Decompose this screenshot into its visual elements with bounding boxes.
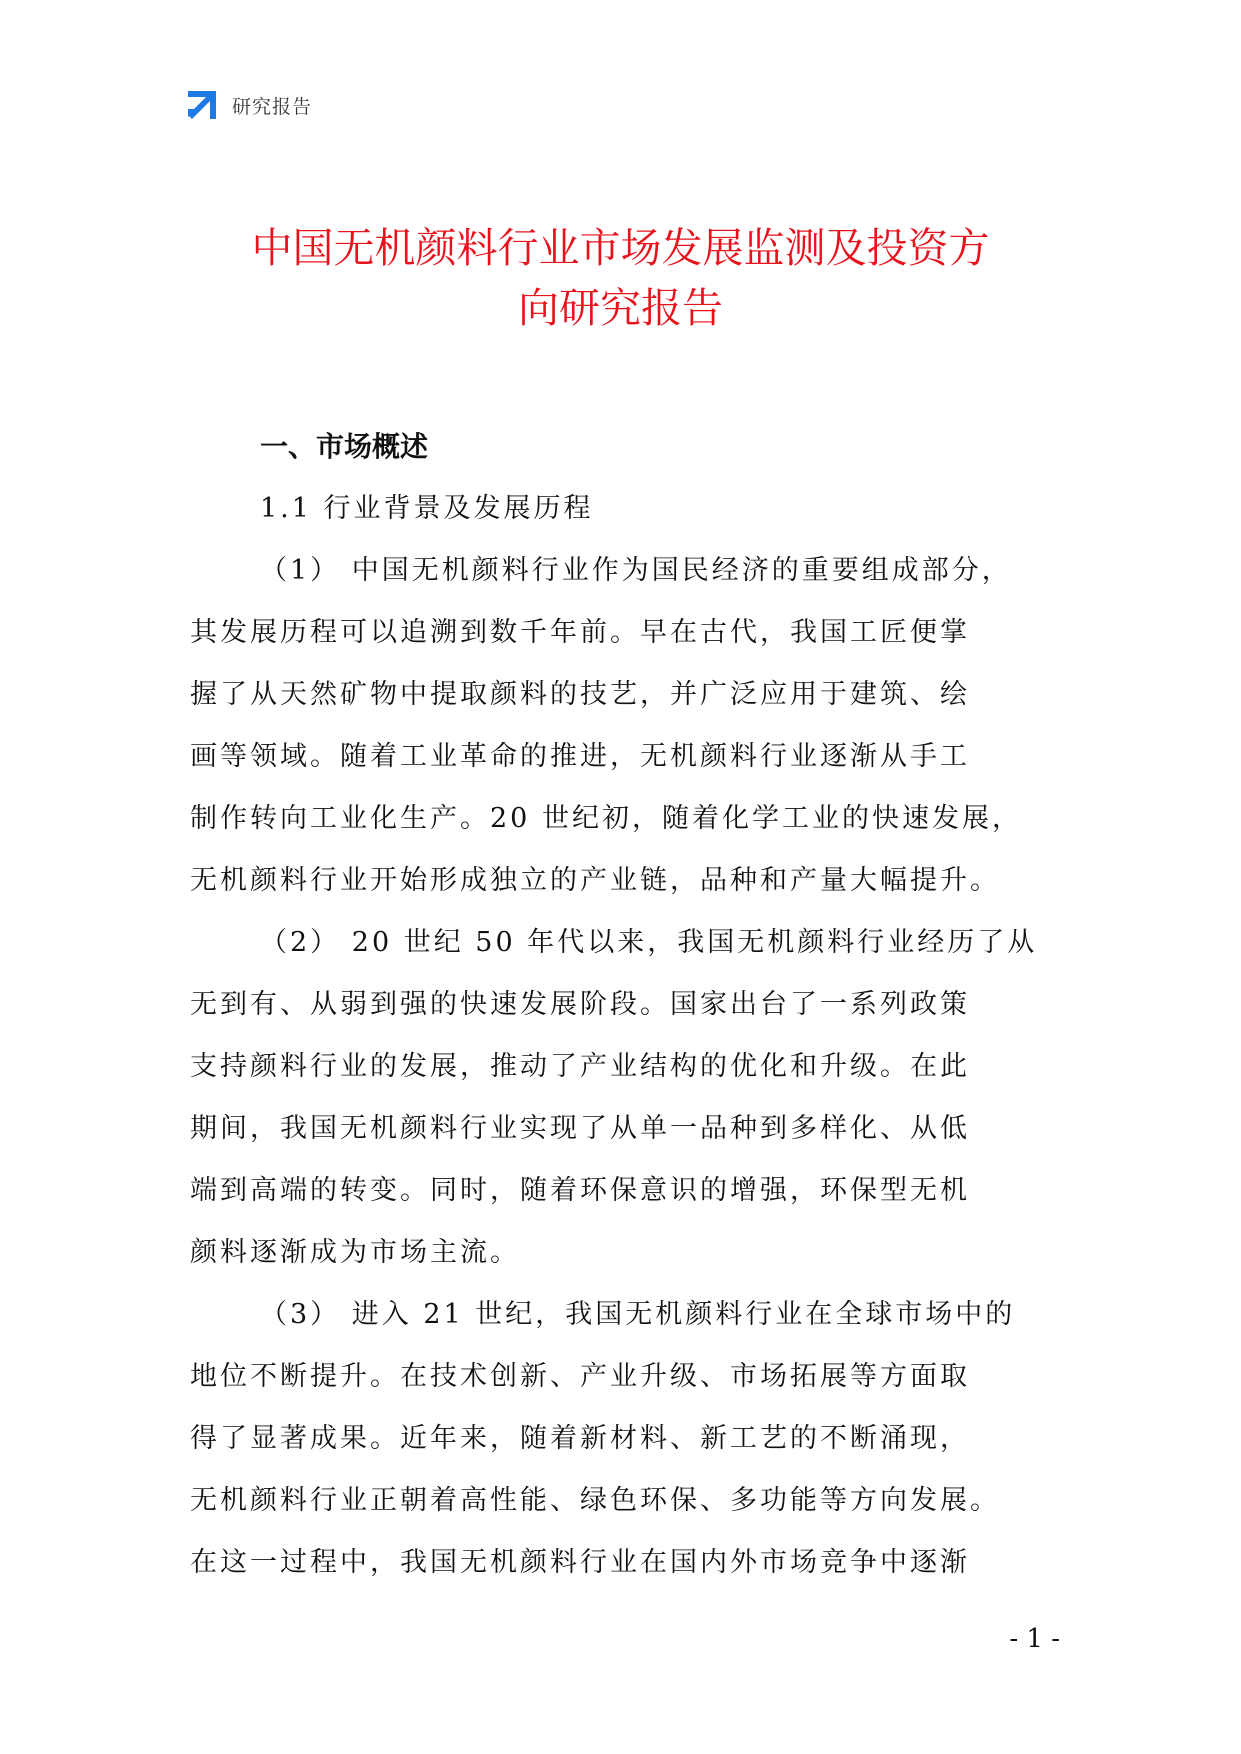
header-label: 研究报告: [232, 95, 313, 118]
arrow-logo-icon: [186, 89, 218, 121]
paragraph-line: 制作转向工业化生产。20 世纪初，随着化学工业的快速发展，: [190, 803, 1022, 834]
paragraph-line: 期间，我国无机颜料行业实现了从单一品种到多样化、从低: [190, 1113, 970, 1144]
paragraph-line: 无到有、从弱到强的快速发展阶段。国家出台了一系列政策: [190, 989, 970, 1020]
paragraph-line: （3） 进入 21 世纪，我国无机颜料行业在全球市场中的: [260, 1299, 1016, 1330]
paragraph-line: （2） 20 世纪 50 年代以来，我国无机颜料行业经历了从: [260, 927, 1038, 958]
page-header: [186, 88, 312, 122]
paragraph-line: 其发展历程可以追溯到数千年前。早在古代，我国工匠便掌: [190, 617, 970, 648]
section-heading: 一、市场概述: [260, 430, 429, 463]
paragraph-line: 地位不断提升。在技术创新、产业升级、市场拓展等方面取: [190, 1361, 970, 1392]
section-subheading: 1.1 行业背景及发展历程: [260, 493, 594, 524]
paragraph-3: [190, 1284, 1050, 1594]
paragraph-line: 支持颜料行业的发展，推动了产业结构的优化和升级。在此: [190, 1051, 970, 1082]
paragraph-line: 在这一过程中，我国无机颜料行业在国内外市场竞争中逐渐: [190, 1547, 970, 1578]
paragraph-line: 颜料逐渐成为市场主流。: [190, 1237, 520, 1268]
paragraph-2: [190, 912, 1050, 1284]
paragraph-line: 握了从天然矿物中提取颜料的技艺，并广泛应用于建筑、绘: [190, 679, 970, 710]
paragraph-line: 无机颜料行业正朝着高性能、绿色环保、多功能等方向发展。: [190, 1485, 1000, 1516]
document-title: [0, 218, 1241, 338]
document-body: [190, 416, 1050, 1594]
title-line-2: 向研究报告: [518, 284, 723, 332]
paragraph-line: 画等领域。随着工业革命的推进，无机颜料行业逐渐从手工: [190, 741, 970, 772]
paragraph-line: 无机颜料行业开始形成独立的产业链，品种和产量大幅提升。: [190, 865, 1000, 896]
paragraph-line: 端到高端的转变。同时，随着环保意识的增强，环保型无机: [190, 1175, 970, 1206]
page-number: - 1 -: [1009, 1624, 1060, 1654]
paragraph-1: [190, 540, 1050, 912]
title-line-1: 中国无机颜料行业市场发展监测及投资方: [251, 224, 990, 272]
paragraph-line: （1） 中国无机颜料行业作为国民经济的重要组成部分，: [260, 555, 1012, 586]
paragraph-line: 得了显著成果。近年来，随着新材料、新工艺的不断涌现，: [190, 1423, 970, 1454]
